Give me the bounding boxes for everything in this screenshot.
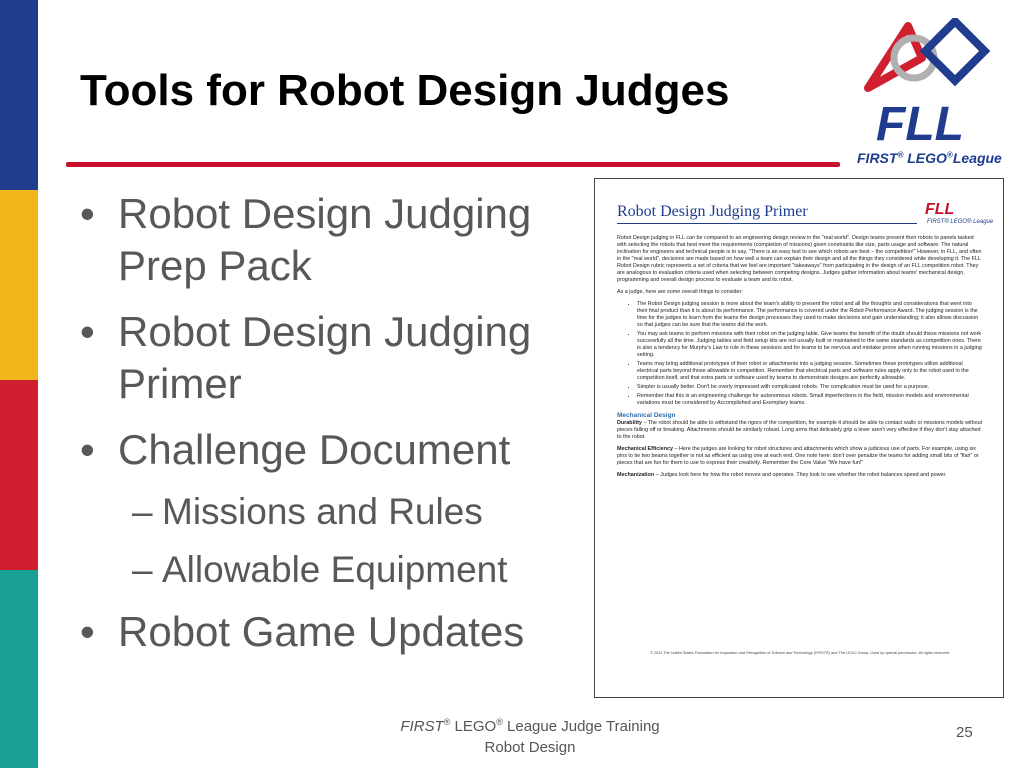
side-bar-yellow	[0, 190, 38, 380]
fll-tagline: FIRST® LEGO®League	[857, 150, 1002, 166]
bullet-item: • Robot Game Updates	[80, 606, 580, 658]
doc-fll-logo-icon: FLL	[925, 201, 955, 218]
slide-footer	[360, 712, 700, 758]
footer-line1: FIRST® LEGO® League Judge Training	[400, 717, 660, 735]
title-underline	[66, 162, 840, 167]
fll-logo-icon	[856, 18, 1006, 168]
doc-intro: Robot Design judging in FLL can be compared to an engineering design review in the "real world". Design teams present their robots to panels tasked with selecting the robots that best meet the requirements (completion of missions) given constraints like size, parts usage and software. The natural inclination for engineers and technical people is to say, "There is an easy test to see which robots are best – the competition!" However, in FLL, and often in the "real world", decisions are made based on how well a team can explain their design and all the things they considered while developing it. The FLL Robot Design rubric represents a set of criteria that we feel are important "takeaways" from participating in the design of an FLL competition robot. They are analogous to evaluation criteria used when selecting between competing designs. Judges gather information about teams' mechanical design, programming and overall design process to evaluate a team and its robot.	[617, 235, 982, 283]
doc-body	[617, 235, 983, 484]
doc-logo-tagline: FIRST® LEGO® League	[927, 219, 994, 225]
doc-section-heading: Mechanical Design	[617, 412, 676, 419]
bullet-item: • Robot Design Judging Primer	[80, 306, 580, 410]
doc-title: Robot Design Judging Primer	[617, 203, 808, 220]
doc-point: • Teams may bring additional prototypes of their robot or attachments into a judging session. Sometimes these prototypes utilize additional electrical parts beyond those allowable in competition. Remember that electrical parts and software rules apply only to the robot used in the competition itself, and that extra parts or software used by teams to demonstrate designs are perfectly allowable.	[637, 361, 983, 382]
doc-point: • Simpler is usually better. Don't be overly impressed with complicated robots. The complication must be used for a purpose.	[637, 384, 983, 391]
doc-durability: Durability – The robot should be able to withstand the rigors of the competition, for example it should be able to contact walls or missions models without pieces falling off or breaking. Attachments should be similarly robust. Long arms that delicately grip a lever aren't very effective if they don't stay attached to the robot.	[617, 420, 983, 440]
doc-point: • The Robot Design judging session is more about the team's ability to present the robot and all the thoughts and considerations that went into their final product than it is about its performance. The performance is covered under the Robot Performance Award. The judging session is the time for the judges to learn from the teams the design processes they used to make decisions and gain understanding; it also allows discussion so that judges can be sure that the teams did the work.	[637, 301, 983, 329]
doc-copyright: © 2011 The United States Foundation for Inspiration and Recognition of Science and Technology (FIRST®) and The LEGO Group. Used by special permission. All rights reserved.	[650, 651, 950, 655]
page-number: 25	[956, 724, 973, 741]
doc-title-rule	[617, 223, 917, 224]
side-bar-blue	[0, 0, 38, 190]
side-bar-red	[0, 380, 38, 570]
document-preview	[594, 178, 1004, 698]
side-bar-teal	[0, 570, 38, 768]
doc-lead-in: As a judge, here are some overall things to consider:	[617, 289, 743, 295]
doc-points	[617, 301, 983, 407]
slide-title: Tools for Robot Design Judges	[80, 66, 730, 115]
doc-point: • Remember that this is an engineering challenge for autonomous robots. Small imperfections in the field, mission models and environmental variations must be considered by Accomplished and Exemplary teams.	[637, 393, 983, 407]
doc-mechanization: Mechanization – Judges look here for how the robot moves and operates. They look to see whether the robot balances speed and power.	[617, 472, 947, 478]
sub-bullet-item: – Missions and Rules	[132, 491, 483, 532]
sub-bullet-item: – Allowable Equipment	[132, 549, 508, 590]
footer-line2: Robot Design	[484, 739, 576, 756]
doc-point: • You may ask teams to perform missions with their robot on the judging table. Give teams the benefit of the doubt should these missions not work successfully all the time. Judging tables and field setup kits are not usually built or maintained to the same standards as competition ones. There is also a tendency for Murphy's Law to rule in these sessions and for teams to be nervous and mistake prone when running missions in a judging setting.	[637, 331, 983, 359]
bullet-item: • Challenge Document	[80, 424, 580, 476]
doc-efficiency: Mechanical Efficiency – Here the judges are looking for robot structures and attachments which show a judicious use of parts. For example, using six pins to tie two beams together is not as efficient as using one at each end. One note here: don't over penalize the teams for adding small bits of "flair" or pieces that are fun for them to use to express their creativity. Remember the Core Value "We have fun!"	[617, 446, 979, 466]
bullet-item: • Robot Design Judging Prep Pack	[80, 188, 580, 292]
fll-wordmark: FLL	[876, 98, 964, 151]
bullet-list	[80, 188, 580, 672]
